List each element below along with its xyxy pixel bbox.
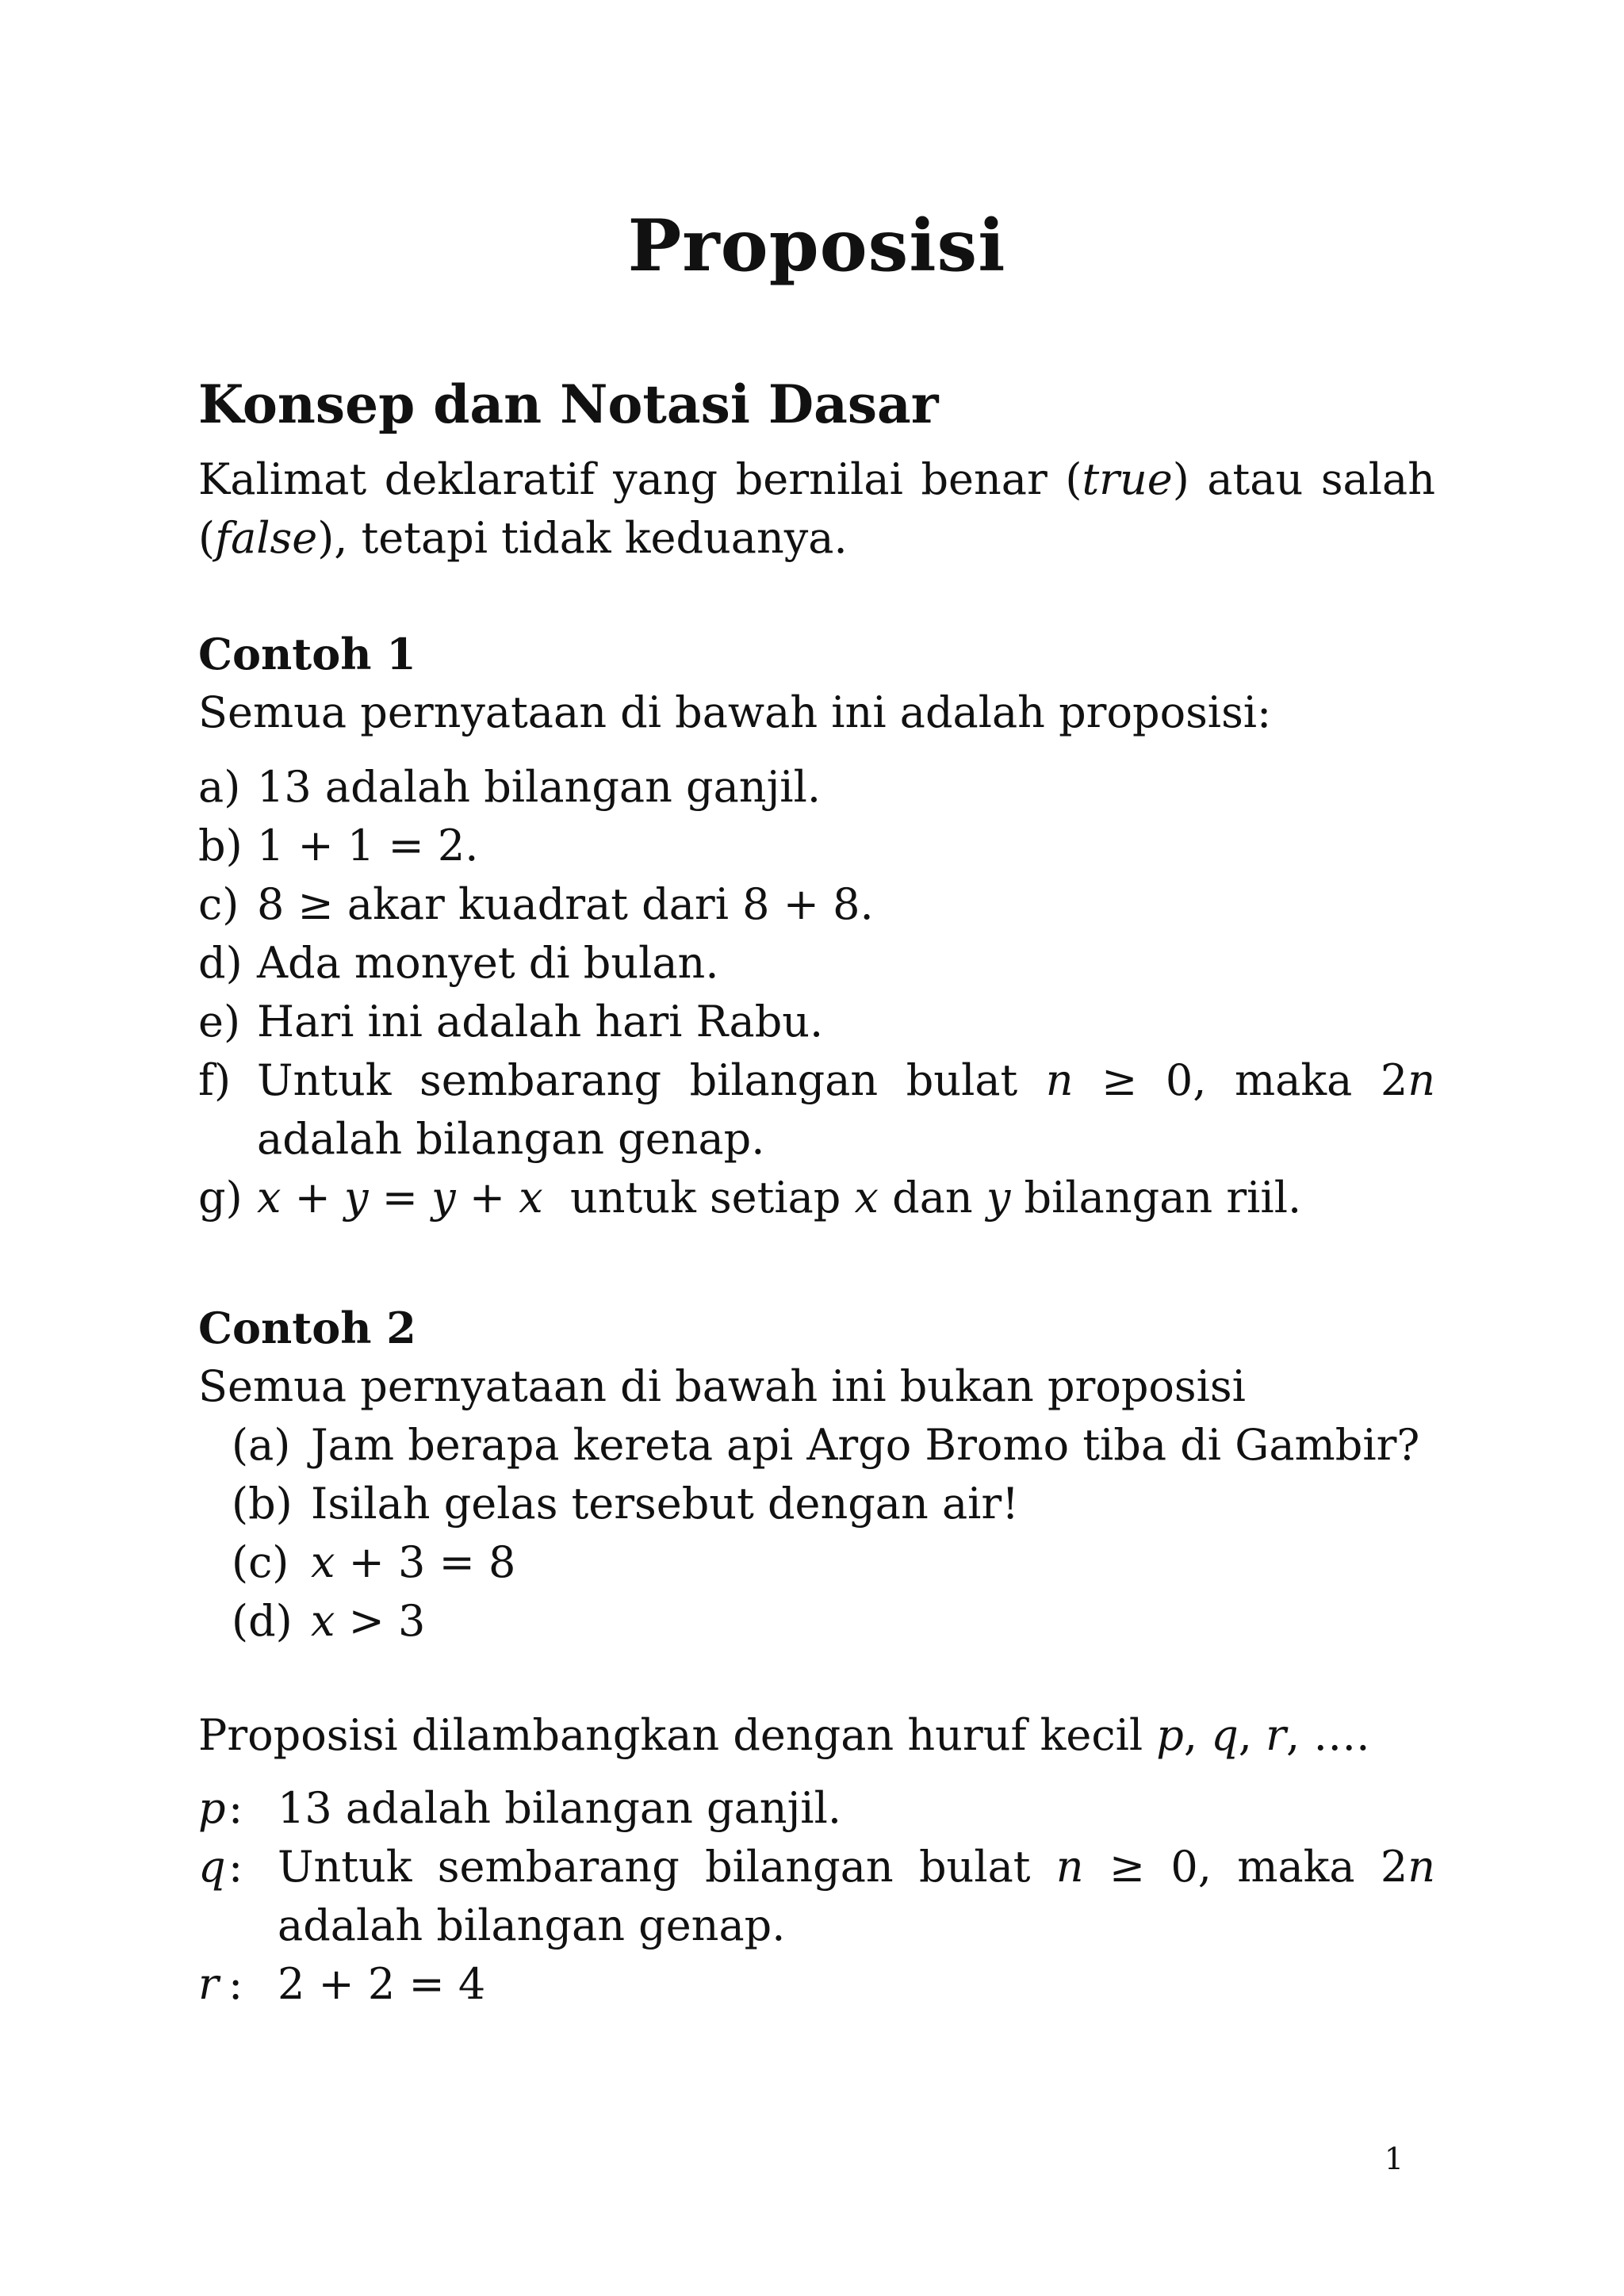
document-page — [198, 0, 1435, 2296]
list-item: q : Untuk sembarang bilangan bulat n ≥ 0, maka 2n adalah bilangan genap. — [198, 1842, 1435, 1950]
section-heading: Konsep dan Notasi Dasar — [198, 373, 939, 435]
page-number: 1 — [1384, 2141, 1404, 2176]
notation-sentence: Proposisi dilambangkan dengan huruf kecil p, q, r, …. — [198, 1710, 1370, 1760]
list-item: d) Ada monyet di bulan. — [198, 938, 719, 988]
list-item: f) Untuk sembarang bilangan bulat n ≥ 0, maka 2n adalah bilangan genap. — [198, 1055, 1435, 1164]
example1-intro: Semua pernyataan di bawah ini adalah proposisi: — [198, 687, 1272, 737]
false-word: false — [215, 513, 318, 563]
list-item: r : 2 + 2 = 4 — [198, 1959, 486, 2009]
list-item: c) 8 ≥ akar kuadrat dari 8 + 8. — [198, 879, 874, 929]
example2-list — [232, 1416, 1435, 1651]
list-item: p : 13 adalah bilangan ganjil. — [198, 1783, 842, 1833]
list-item: g) x + y = y + x untuk setiap x dan y bilangan riil. — [198, 1173, 1302, 1223]
list-item: b) 1 + 1 = 2. — [198, 821, 479, 871]
example2-heading: Contoh 2 — [198, 1303, 416, 1353]
list-item: e) Hari ini adalah hari Rabu. — [198, 997, 824, 1047]
list-item: (a) Jam berapa kereta api Argo Bromo tiba di Gambir? — [232, 1420, 1420, 1470]
list-item: (b) Isilah gelas tersebut dengan air! — [232, 1479, 1019, 1529]
example1-heading: Contoh 1 — [198, 629, 416, 679]
list-item: (d) x > 3 — [232, 1596, 426, 1646]
list-item: (c) x + 3 = 8 — [232, 1537, 516, 1587]
definition-paragraph: Kalimat deklaratif yang bernilai benar (true) atau salah (false), tetapi tidak keduanya. — [198, 454, 1435, 563]
example2-intro: Semua pernyataan di bawah ini bukan proposisi — [198, 1361, 1246, 1411]
true-word: true — [1082, 454, 1173, 504]
example1-list — [198, 758, 1435, 1227]
list-item: a) 13 adalah bilangan ganjil. — [198, 762, 822, 812]
proposition-list — [198, 1779, 1435, 2014]
page-title: Proposisi — [627, 204, 1006, 288]
